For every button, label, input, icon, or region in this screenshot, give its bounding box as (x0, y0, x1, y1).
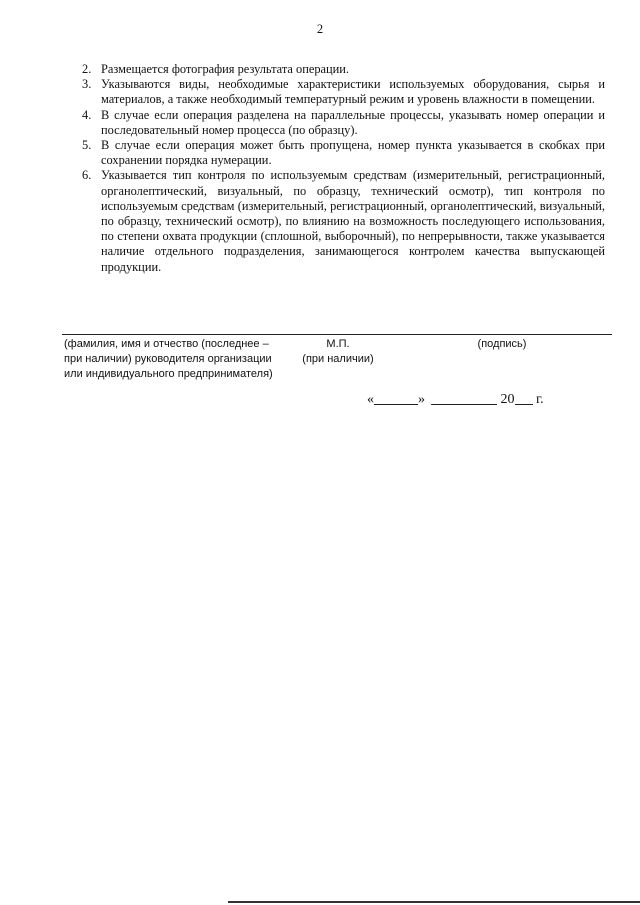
date-line (367, 392, 544, 408)
notes-list (82, 62, 605, 275)
date-close-quote: » (418, 392, 425, 407)
note-text: Указывается тип контроля по используемым средствам (измерительный, регистрационный, органолептический, визуальный, по образцу, технический осмотр), тип контроля по используемым средствам (измерительный, регистрационный, органолептический, визуальный, по образцу, технический осмотр), по влиянию на возможность последующего использования, по степени охвата продукции (сплошной, выборочный), по непрерывности, также указывается наличие отдельного подразделения, занимающегося контролем качества выпускающей продукции. (101, 168, 605, 274)
bottom-rule (228, 901, 640, 903)
note-text: В случае если операция разделена на параллельные процессы, указывать номер операции и последовательный номер процесса (по образцу). (101, 107, 605, 137)
year-century: 20 (500, 392, 515, 407)
note-number: 2. (82, 62, 92, 76)
month-blank (431, 392, 497, 405)
year-blank (515, 392, 533, 405)
note-text: В случае если операция может быть пропущена, номер пункта указывается в скобках при сохранении порядка нумерации. (101, 138, 605, 168)
note-number: 3. (82, 77, 92, 92)
note-item (82, 168, 605, 274)
note-text: Указываются виды, необходимые характеристики используемых оборудования, сырья и материалов, а также необходимый температурный режим и уровень влажности в помещении. (101, 77, 605, 107)
note-number: 6. (82, 168, 92, 183)
signature-line (62, 334, 612, 335)
stamp-caption: М.П. (при наличии) (302, 338, 374, 365)
day-blank (374, 392, 418, 405)
page-number: 2 (316, 22, 324, 36)
year-suffix: г. (536, 392, 544, 407)
note-item (82, 138, 605, 168)
note-number: 4. (82, 107, 92, 122)
note-item (82, 108, 605, 138)
date-open-quote: « (367, 392, 374, 407)
note-number: 5. (82, 138, 92, 153)
signature-caption: (подпись) (477, 338, 527, 350)
note-text: Размещается фотография результата операции. (101, 62, 350, 76)
fio-caption: (фамилия, имя и отчество (последнее – при наличии) руководителя организации или индивидуального предпринимателя) (64, 338, 273, 380)
note-item (82, 77, 605, 107)
note-item (82, 62, 605, 77)
